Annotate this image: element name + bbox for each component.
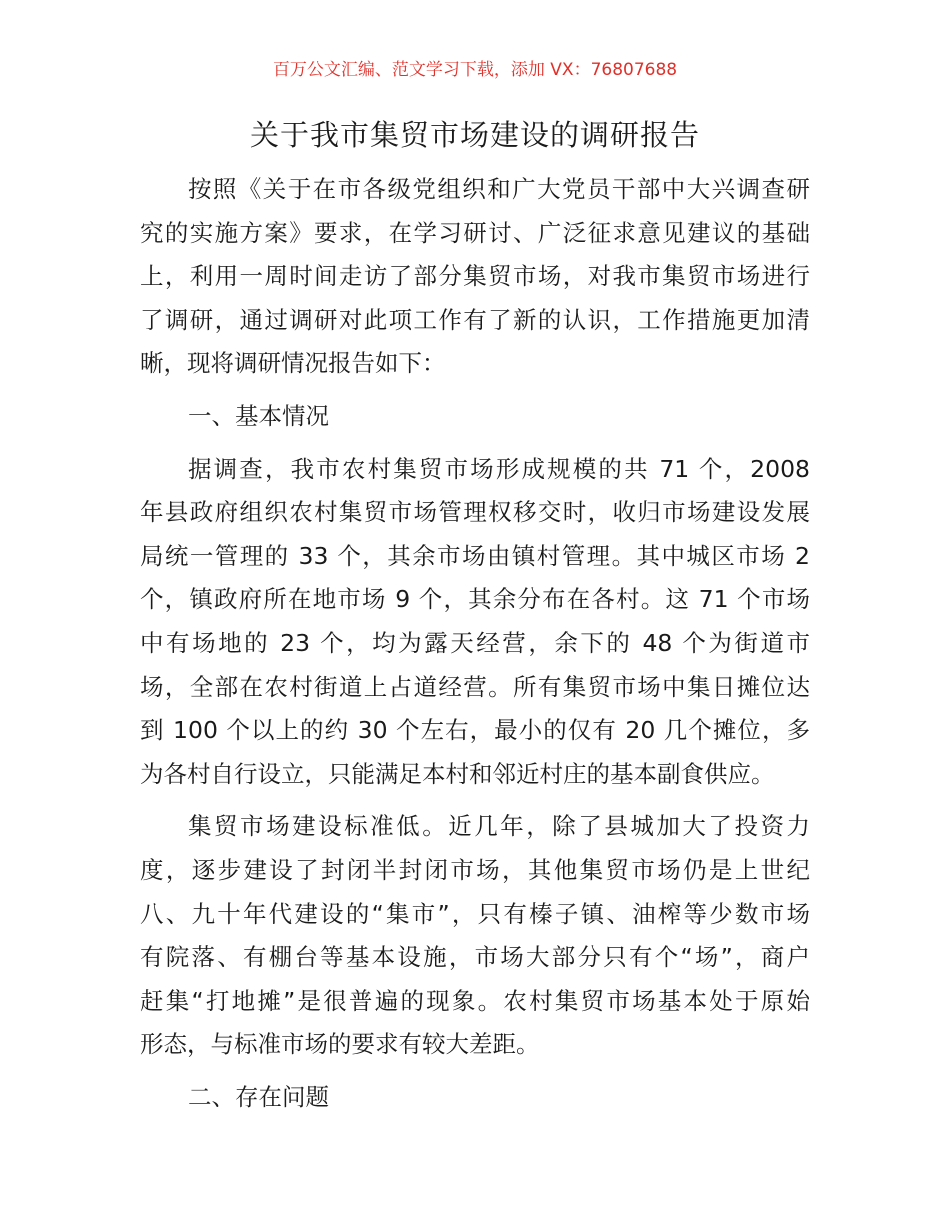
paragraph-line: 场，全部在农村街道上占道经营。所有集贸市场中集日摊位达: [140, 672, 810, 701]
paragraph: [140, 448, 810, 797]
paragraph-line: 形态，与标准市场的要求有较大差距。: [140, 1030, 540, 1059]
paragraph-line: 晰，现将调研情况报告如下：: [140, 349, 446, 378]
paragraph-line: 八、九十年代建设的“集市”，只有榛子镇、油榨等少数市场: [140, 899, 810, 928]
section-heading: 一、基本情况: [188, 401, 329, 430]
paragraph-line: 到 100 个以上的约 30 个左右，最小的仅有 20 几个摊位，多: [140, 716, 810, 745]
document-title: 关于我市集贸市场建设的调研报告: [249, 118, 700, 152]
paragraph-line: 赶集“打地摊”是很普遍的现象。农村集贸市场基本处于原始: [140, 986, 810, 1015]
document-body: [140, 168, 810, 1128]
paragraph-line: 中有场地的 23 个，均为露天经营，余下的 48 个为街道市: [140, 628, 810, 657]
paragraph-line: 上，利用一周时间走访了部分集贸市场，对我市集贸市场进行: [140, 262, 810, 291]
watermark-banner: 百万公文汇编、范文学习下载，添加 VX：76807688: [272, 60, 678, 80]
paragraph: [140, 805, 810, 1067]
paragraph-line: 为各村自行设立，只能满足本村和邻近村庄的基本副食供应。: [140, 759, 775, 788]
paragraph-line: 度，逐步建设了封闭半封闭市场，其他集贸市场仍是上世纪: [140, 855, 810, 884]
paragraph-line: 据调查，我市农村集贸市场形成规模的共 71 个，2008: [188, 454, 810, 483]
paragraph-line: 集贸市场建设标准低。近几年，除了县城加大了投资力: [188, 812, 810, 841]
paragraph-line: 按照《关于在市各级党组织和广大党员干部中大兴调查研: [188, 175, 810, 203]
paragraph: [140, 168, 810, 386]
paragraph-line: 局统一管理的 33 个，其余市场由镇村管理。其中城区市场 2: [140, 541, 810, 570]
section-heading: 二、存在问题: [188, 1082, 329, 1111]
paragraph-line: 年县政府组织农村集贸市场管理权移交时，收归市场建设发展: [140, 498, 810, 527]
paragraph-line: 个，镇政府所在地市场 9 个，其余分布在各村。这 71 个市场: [140, 585, 810, 614]
paragraph-line: 了调研，通过调研对此项工作有了新的认识，工作措施更加清: [140, 305, 810, 334]
paragraph-line: 有院落、有棚台等基本设施，市场大部分只有个“场”，商户: [140, 943, 810, 972]
paragraph-line: 究的实施方案》要求，在学习研讨、广泛征求意见建议的基础: [140, 218, 810, 247]
